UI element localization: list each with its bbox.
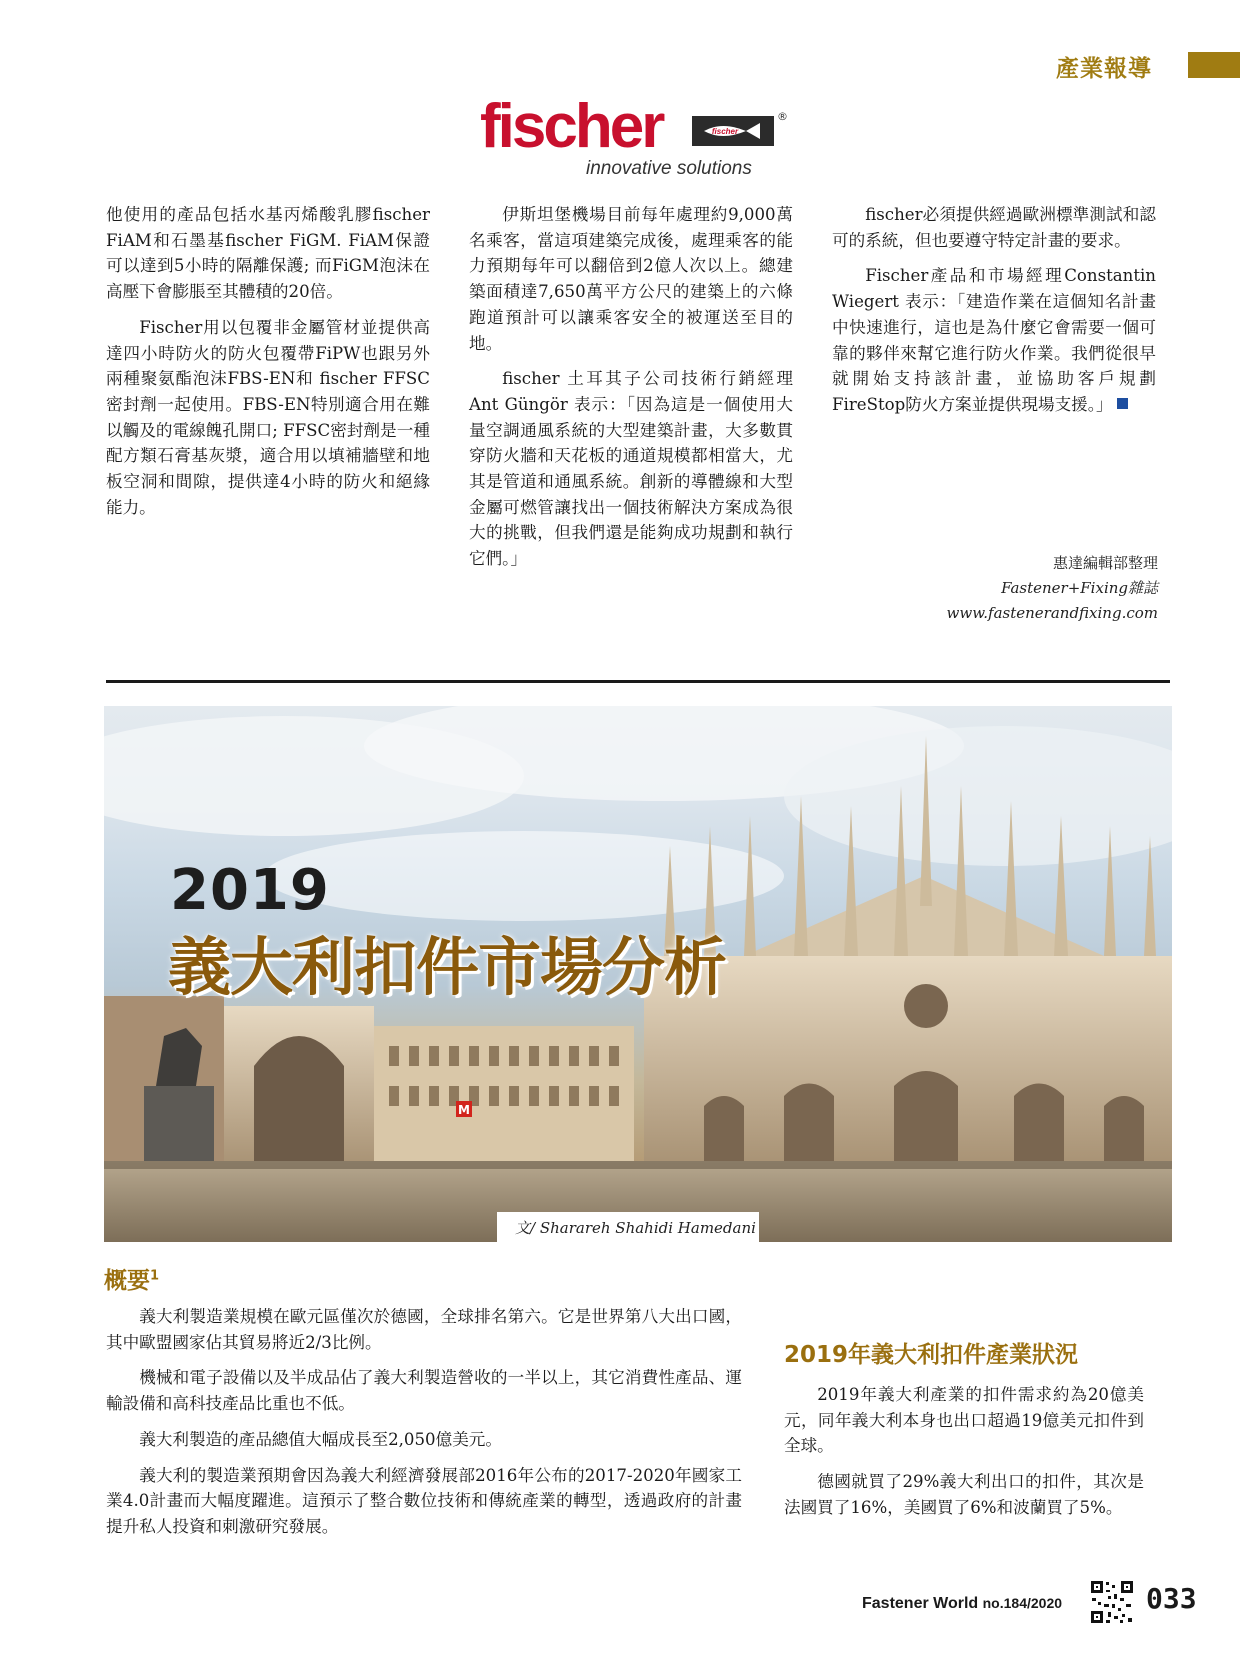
col1-paragraph-1: 他使用的產品包括水基丙烯酸乳膠fischer FiAM和石墨基fischer FiGM. FiAM保證可以達到5小時的隔離保護; 而FiGM泡沫在高壓下會膨脹至其體積的20倍。: [106, 205, 430, 302]
status-paragraph-1: 2019年義大利產業的扣件需求約為20億美元，同年義大利本身也出口超過19億美元扣件到全球。: [784, 1385, 1144, 1456]
overview-paragraph-3: 義大利製造的產品總值大幅成長至2,050億美元。: [139, 1429, 502, 1449]
col3-paragraph-2: Fischer產品和市場經理Constantin Wiegert 表示：「建造作業在這個知名計畫中快速進行，這也是為什麼它會需要一個可靠的夥伴來幫它進行防火作業。我們從很早就開始支持該計畫，並協助客戶規劃FireStop防火方案並提供現場支援。」: [832, 266, 1156, 414]
col2-paragraph-2: fischer 土耳其子公司技術行銷經理Ant Güngör 表示：「因為這是一個使用大量空調通風系統的大型建築計畫，大多數貫穿防火牆和天花板的通道規模都相當大，尤其是管道和通風系統。創新的導體線和大型金屬可燃管讓找出一個技術解決方案成為很大的挑戰，但我們還是能夠成功規劃和執行它們。」: [469, 369, 793, 569]
status-paragraph-2: 德國就買了29%義大利出口的扣件，其次是法國買了16%，美國買了6%和波蘭買了5%。: [784, 1472, 1144, 1517]
col3-paragraph-1: fischer必須提供經過歐洲標準測試和認可的系統，但也要遵守特定計畫的要求。: [832, 205, 1156, 250]
author-byline: 文/ Sharareh Shahidi Hamedani: [515, 1219, 756, 1237]
overview-paragraph-2: 機械和電子設備以及半成品佔了義大利製造營收的一半以上，其它消費性產品、運輸設備和高科技產品比重也不低。: [106, 1368, 742, 1414]
article-column-1: [106, 202, 430, 530]
overview-heading: [104, 1262, 159, 1295]
section-tag: 產業報導: [1056, 56, 1152, 82]
registered-mark: ®: [777, 110, 788, 123]
metro-sign-letter: M: [458, 1103, 470, 1117]
hero-title: 義大利扣件市場分析: [168, 931, 726, 1004]
overview-paragraph-4: 義大利的製造業預期會因為義大利經濟發展部2016年公布的2017-2020年國家工業4.0計畫而大幅度躍進。這預示了整合數位技術和傳統產業的轉型，透過政府的計畫提升私人投資和刺激研究發展。: [106, 1465, 742, 1536]
col1-paragraph-2: Fischer用以包覆非金屬管材並提供高達四小時防火的防火包覆帶FiPW也跟另外兩種聚氨酯泡沫FBS-EN和 fischer FFSC密封劑一起使用。FBS-EN特別適合用在難以觸及的電線餽孔開口; FFSC密封劑是一種配方類石膏基灰漿，適合用以填補牆壁和地板空洞和間隙，提供達4小時的防火和絕緣能力。: [106, 317, 430, 517]
overview-paragraph-1: 義大利製造業規模在歐元區僅次於德國，全球排名第六。它是世界第八大出口國，其中歐盟國家佔其貿易將近2/3比例。: [106, 1307, 742, 1352]
fischer-logo-wordmark: fischer: [480, 92, 663, 161]
article-column-3: [832, 202, 1156, 428]
footer-magazine: [862, 1595, 1062, 1613]
article-credit: [947, 551, 1158, 626]
footer-issue-number: no.184/2020: [982, 1595, 1063, 1611]
credit-editor: 惠達編輯部整理: [1052, 554, 1158, 572]
section-divider: [106, 680, 1170, 683]
page-number: 033: [1146, 1582, 1197, 1615]
overview-body: [106, 1304, 742, 1550]
qr-code-icon: [1090, 1580, 1134, 1624]
overview-footnote-ref: 1: [150, 1268, 160, 1284]
industry-status-heading: 2019年義大利扣件產業狀況: [784, 1342, 1079, 1368]
article-column-2: [469, 202, 793, 582]
footer-magazine-name: Fastener World: [862, 1595, 979, 1612]
overview-heading-text: 概要: [104, 1268, 150, 1294]
industry-status-body: [784, 1382, 1144, 1531]
credit-url: www.fastenerandfixing.com: [946, 604, 1158, 622]
section-tag-bar: [1188, 52, 1240, 78]
fischer-fish-logo-icon: [692, 116, 774, 146]
hero-title-year: 2019: [170, 858, 330, 923]
credit-source: Fastener+Fixing雜誌: [1001, 579, 1158, 597]
fischer-mark-text: fischer: [711, 127, 739, 136]
logo-tagline: innovative solutions: [586, 158, 752, 179]
col2-paragraph-1: 伊斯坦堡機場目前每年處理約9,000萬名乘客，當這項建築完成後，處理乘客的能力預期每年可以翻倍到2億人次以上。總建築面積達7,650萬平方公尺的建築上的六條跑道預計可以讓乘客安全的被運送至目的地。: [469, 205, 793, 353]
end-of-article-icon: [1117, 398, 1128, 409]
